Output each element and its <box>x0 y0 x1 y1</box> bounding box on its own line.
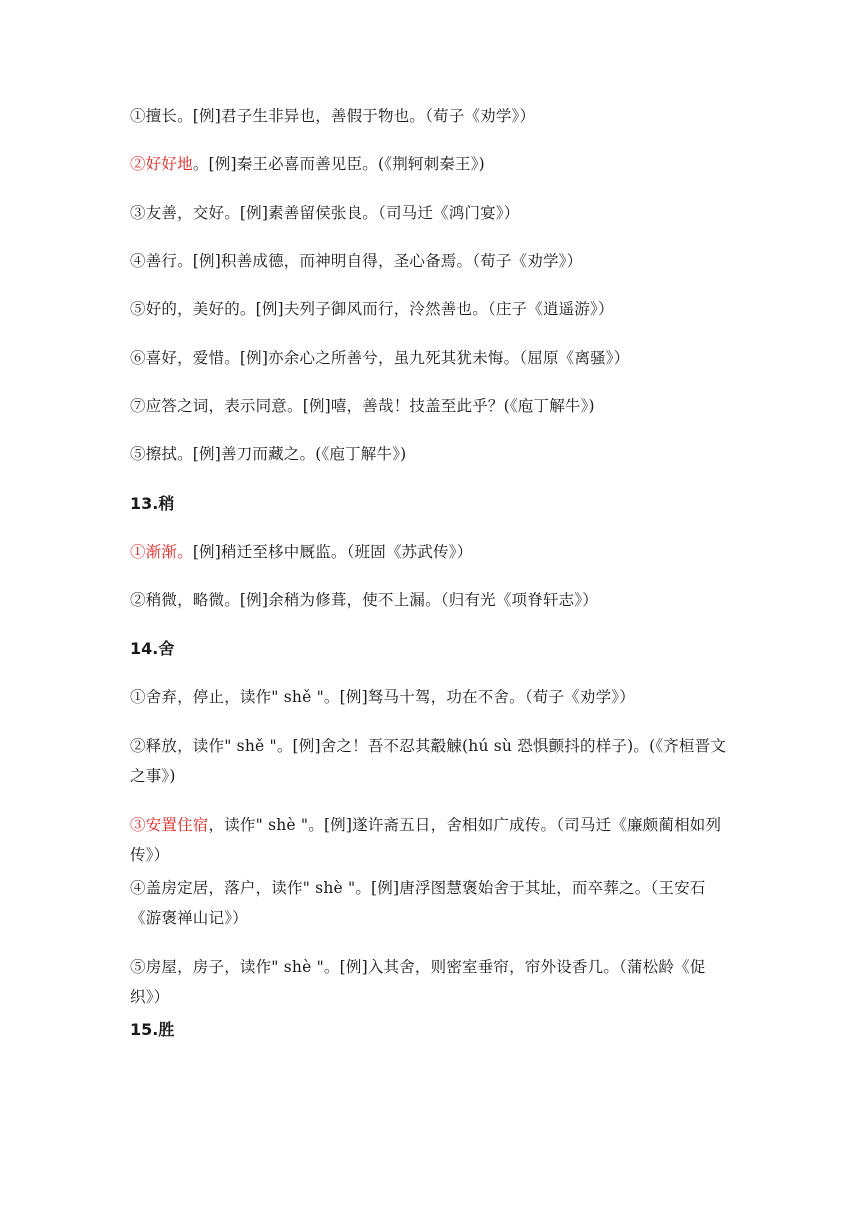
entry-text: 好的，美好的。[例]夫列子御风而行，泠然善也。（庄子《逍遥游》） <box>145 300 614 318</box>
entry-number: ② <box>130 737 146 755</box>
highlighted-definition: ②好好地 <box>130 155 193 173</box>
entry-number: ① <box>130 107 146 125</box>
entry-number: ② <box>130 591 146 609</box>
entry-number: ① <box>130 688 146 706</box>
entry-text: 擦拭。[例]善刀而藏之。(《庖丁解牛》) <box>145 445 407 463</box>
entry-text: 。[例]秦王必喜而善见臣。(《荆轲刺秦王》) <box>192 155 485 173</box>
entry-text: 擅长。[例]君子生非异也，善假于物也。（荀子《劝学》） <box>145 107 536 125</box>
entry-number: ③ <box>130 204 146 222</box>
entry-text: 应答之词，表示同意。[例]嘻，善哉！技盖至此乎？(《庖丁解牛》) <box>145 397 595 415</box>
entry-she-3 <box>130 810 736 870</box>
entry-shan-8 <box>130 439 736 469</box>
entry-number: ⑥ <box>130 349 146 367</box>
entry-shan-2 <box>130 149 736 179</box>
entry-shao-2 <box>130 585 736 615</box>
entry-number: ⑤ <box>130 958 146 976</box>
entry-number: ⑤ <box>130 300 146 318</box>
section-heading-13: 13.稍 <box>130 494 175 513</box>
entry-shan-6 <box>130 343 736 373</box>
section-heading-15: 15.胜 <box>130 1020 175 1039</box>
entry-text: 稍微，略微。[例]余稍为修葺，使不上漏。（归有光《项脊轩志》） <box>145 591 598 609</box>
entry-shao-1 <box>130 537 736 567</box>
entry-shan-4 <box>130 246 736 276</box>
entry-shan-3 <box>130 198 736 228</box>
entry-number: ④ <box>130 252 146 270</box>
entry-she-1 <box>130 682 736 712</box>
entry-number: ⑦ <box>130 397 146 415</box>
entry-she-2 <box>130 731 736 791</box>
entry-she-5 <box>130 952 736 1012</box>
highlighted-definition: ③安置住宿 <box>130 816 209 834</box>
entry-number: ⑤ <box>130 445 146 463</box>
entry-text: 善行。[例]积善成德，而神明自得，圣心备焉。（荀子《劝学》） <box>145 252 583 270</box>
entry-number: ④ <box>130 879 146 897</box>
entry-shan-7 <box>130 391 736 421</box>
entry-shan-5 <box>130 294 736 324</box>
entry-text: 喜好，爱惜。[例]亦余心之所善兮，虽九死其犹未悔。（屈原《离骚》） <box>145 349 630 367</box>
highlighted-definition: ①渐渐。 <box>130 543 193 561</box>
section-heading-14: 14.舍 <box>130 639 175 658</box>
entry-text: ，读作" shè "。[例]遂许斋五日，舍相如广成传。（司马迁《廉颇蔺相如列传》） <box>130 816 722 864</box>
entry-shan-1 <box>130 101 736 131</box>
entry-text: 房屋，房子，读作" shè "。[例]入其舍，则密室垂帘，帘外设香几。（蒲松龄《促织》） <box>130 958 706 1006</box>
entry-she-4 <box>130 873 736 933</box>
entry-text: 释放，读作" shě "。[例]舍之！吾不忍其觳觫(hú sù 恐惧颤抖的样子)。(《齐桓晋文之事》) <box>130 737 727 785</box>
entry-text: 友善，交好。[例]素善留侯张良。（司马迁《鸿门宴》） <box>145 204 520 222</box>
entry-text: 盖房定居，落户，读作" shè "。[例]唐浮图慧褒始舍于其址，而卒葬之。（王安石《游褒禅山记》） <box>130 879 706 927</box>
entry-text: 舍弃，停止，读作" shě "。[例]驽马十驾，功在不舍。（荀子《劝学》） <box>145 688 635 706</box>
entry-text: [例]稍迁至栘中厩监。（班固《苏武传》） <box>192 543 473 561</box>
